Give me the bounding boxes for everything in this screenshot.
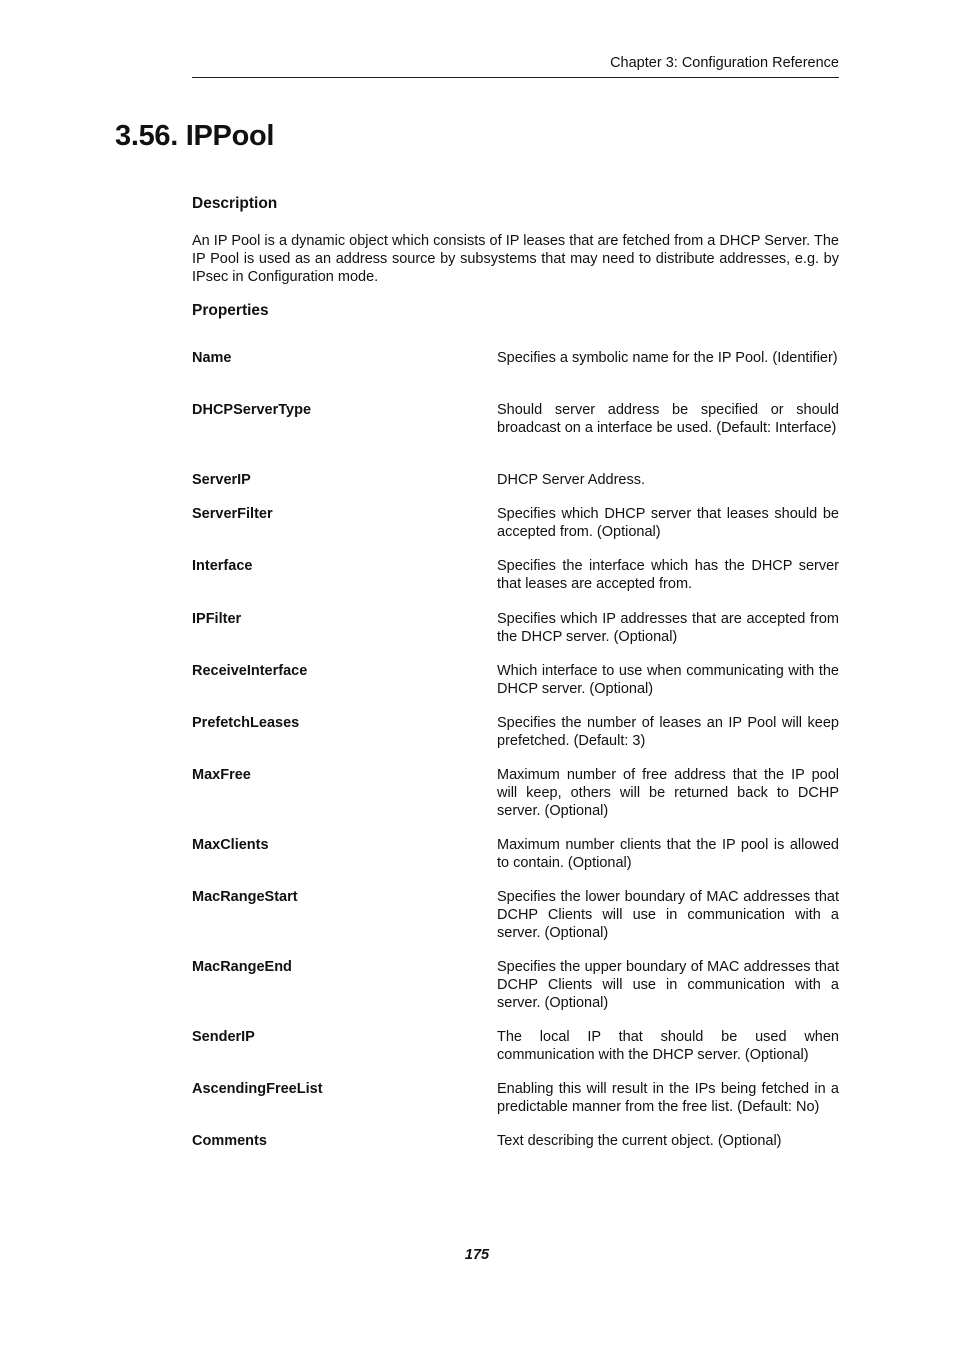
property-name: ServerFilter [192,506,273,522]
property-description: Specifies the interface which has the DHCP server that leases are accepted from. [497,558,839,592]
property-description: Should server address be specified or should broadcast on a interface be used. (Default: Interface) [497,402,839,436]
property-name: MacRangeStart [192,889,298,905]
property-description: The local IP that should be used when communication with the DHCP server. (Optional) [497,1029,839,1063]
property-description: Maximum number clients that the IP pool is allowed to contain. (Optional) [497,837,839,871]
property-name: IPFilter [192,611,242,627]
property-description: Text describing the current object. (Optional) [497,1133,782,1149]
property-description: Enabling this will result in the IPs being fetched in a predictable manner from the free list. (Default: No) [497,1081,839,1115]
property-name: Interface [192,558,253,574]
property-description: Specifies the lower boundary of MAC addresses that DCHP Clients will use in communication with a server. (Optional) [497,889,839,941]
property-name: Comments [192,1133,267,1149]
property-description: Specifies the upper boundary of MAC addresses that DCHP Clients will use in communication with a server. (Optional) [497,959,839,1011]
property-description: Specifies the number of leases an IP Pool will keep prefetched. (Default: 3) [497,715,839,749]
property-name: MaxClients [192,837,269,853]
property-description: Specifies a symbolic name for the IP Pool. (Identifier) [497,350,838,366]
chapter-title: Chapter 3: Configuration Reference [610,55,839,71]
property-name: ReceiveInterface [192,663,308,679]
property-description: Which interface to use when communicating with the DHCP server. (Optional) [497,663,839,697]
property-name: DHCPServerType [192,402,312,418]
page-header [192,55,839,78]
property-name: AscendingFreeList [192,1081,323,1097]
property-name: Name [192,350,232,366]
property-name: SenderIP [192,1029,255,1045]
property-description: Specifies which IP addresses that are accepted from the DHCP server. (Optional) [497,611,839,645]
property-name: PrefetchLeases [192,715,300,731]
property-name: MaxFree [192,767,251,783]
property-name: MacRangeEnd [192,959,292,975]
property-name: ServerIP [192,472,251,488]
property-description: Maximum number of free address that the IP pool will keep, others will be returned back to DCHP server. (Optional) [497,767,839,819]
property-description: Specifies which DHCP server that leases should be accepted from. (Optional) [497,506,839,540]
property-description: DHCP Server Address. [497,472,646,488]
properties-heading: Properties [192,302,269,319]
page-number: 175 [464,1247,490,1263]
description-heading: Description [192,195,278,212]
description-text: An IP Pool is a dynamic object which consists of IP leases that are fetched from a DHCP Server. The IP Pool is used as an address source by subsystems that may need to distribute addresses, e.g. by IPsec in Configuration mode. [192,233,839,285]
section-title: 3.56. IPPool [115,120,275,152]
